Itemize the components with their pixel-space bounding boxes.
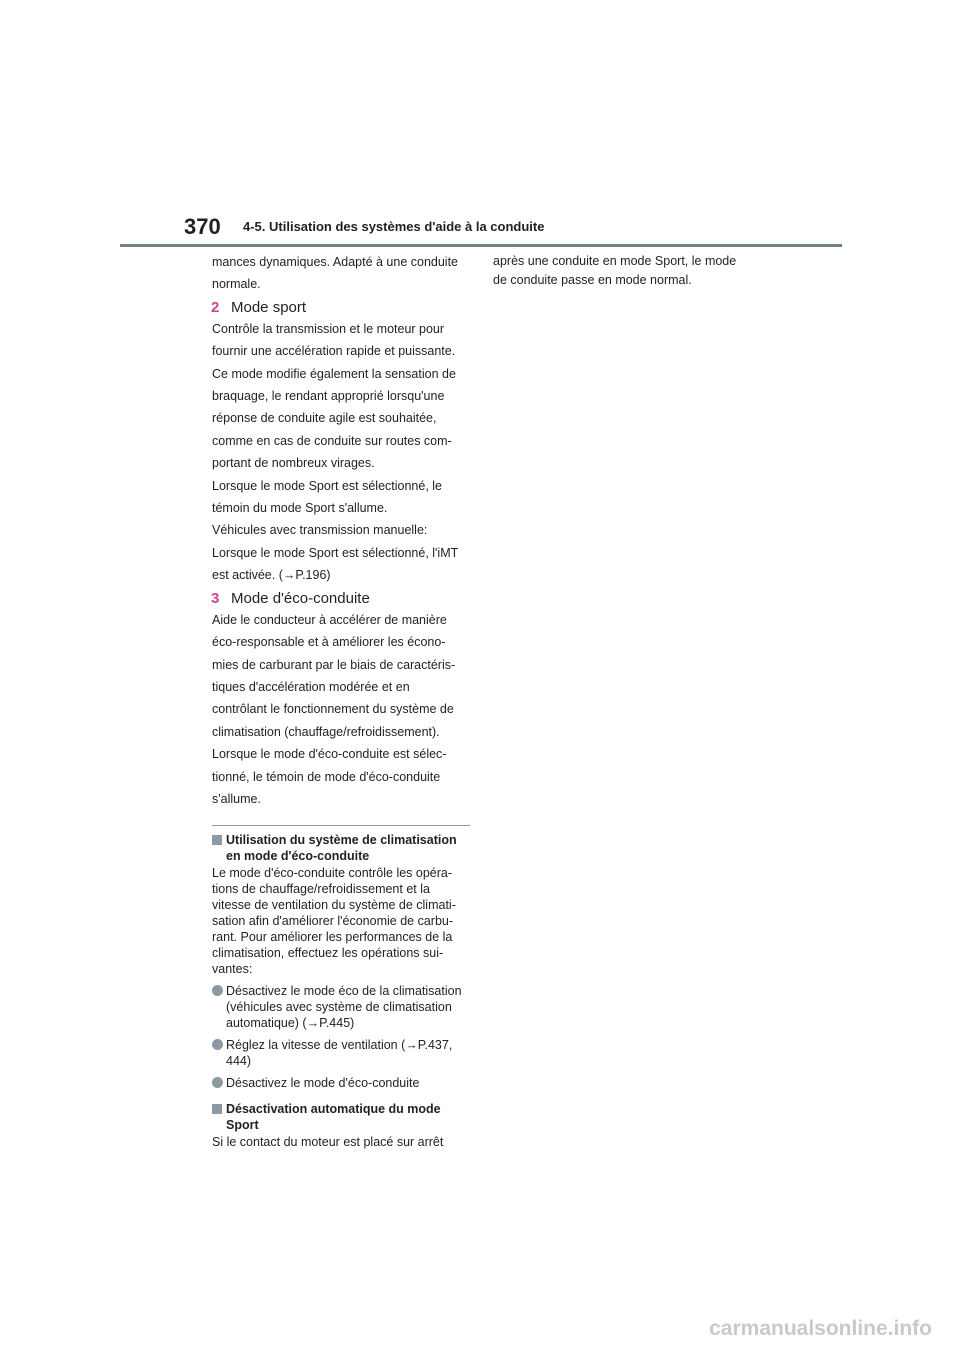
bullet-item — [212, 1075, 470, 1091]
bullet-line: (véhicules avec système de climatisation — [226, 1000, 452, 1015]
right-line: de conduite passe en mode normal. — [493, 273, 692, 287]
sport-line: portant de nombreux virages. — [212, 456, 375, 471]
right-column — [493, 253, 755, 291]
clim-heading — [212, 832, 470, 864]
intro-line-1: mances dynamiques. Adapté à une conduite — [212, 255, 459, 269]
clim-line: vitesse de ventilation du système de climati- — [212, 898, 456, 913]
eco-line: Aide le conducteur à accélérer de manière — [212, 612, 447, 627]
sport-line: Lorsque le mode Sport est sélectionné, le — [212, 478, 442, 493]
square-bullet-icon — [212, 1104, 222, 1114]
bullet-link-line[interactable]: Réglez la vitesse de ventilation (→P.437, — [226, 1038, 453, 1053]
eco-line: mies de carburant par le biais de caractéris- — [212, 657, 456, 672]
section-title: 4-5. Utilisation des systèmes d'aide à la conduite — [243, 219, 545, 234]
header-rule — [120, 244, 842, 247]
eco-line: Lorsque le mode d'éco-conduite est sélec- — [212, 747, 447, 762]
sport-line: Véhicules avec transmission manuelle: — [212, 523, 428, 538]
sport-line: témoin du mode Sport s'allume. — [212, 501, 388, 516]
eco-line: climatisation (chauffage/refroidissement). — [212, 724, 440, 739]
clim-body — [212, 865, 470, 977]
clim-heading-line: en mode d'éco-conduite — [226, 849, 370, 864]
eco-line: tionné, le témoin de mode d'éco-conduite — [212, 769, 441, 784]
bullet-line: Désactivez le mode éco de la climatisation — [226, 984, 462, 999]
eco-line: tiques d'accélération modérée et en — [212, 679, 410, 694]
page-number: 370 — [184, 214, 221, 239]
clim-line: climatisation, effectuez les opérations sui- — [212, 946, 444, 961]
bullet-link-line[interactable]: automatique) (→P.445) — [226, 1016, 355, 1031]
bullet-line: Désactivez le mode d'éco-conduite — [226, 1076, 420, 1091]
bullet-item — [212, 1037, 470, 1069]
sport-line: réponse de conduite agile est souhaitée, — [212, 411, 437, 426]
sport-mode-number: 2 — [211, 298, 220, 316]
auto-line: Si le contact du moteur est placé sur arrêt — [212, 1135, 444, 1150]
eco-line: s'allume. — [212, 791, 261, 806]
eco-line: contrôlant le fonctionnement du système de — [212, 702, 454, 717]
watermark: carmanualsonline.info — [709, 1317, 932, 1340]
clim-heading-line: Utilisation du système de climatisation — [226, 833, 457, 848]
bullet-item — [212, 983, 470, 1031]
clim-line: rant. Pour améliorer les performances de la — [212, 930, 453, 945]
clim-line: tions de chauffage/refroidissement et la — [212, 882, 430, 897]
right-line: après une conduite en mode Sport, le mode — [493, 254, 737, 268]
intro-line-2: normale. — [212, 277, 261, 292]
auto-heading-line: Sport — [226, 1118, 259, 1133]
sport-line: Ce mode modifie également la sensation de — [212, 366, 456, 381]
section-divider — [212, 825, 470, 826]
left-column — [212, 253, 470, 1153]
circle-bullet-icon — [212, 1077, 223, 1088]
eco-mode-number: 3 — [211, 589, 220, 607]
sport-link-line[interactable]: est activée. (→P.196) — [212, 568, 331, 583]
bullet-link-line[interactable]: 444) — [226, 1054, 252, 1069]
eco-mode-heading — [211, 590, 470, 607]
sport-line: fournir une accélération rapide et puissante. — [212, 344, 456, 359]
eco-line: éco-responsable et à améliorer les écono- — [212, 635, 446, 650]
sport-line: comme en cas de conduite sur routes com- — [212, 433, 452, 448]
auto-heading — [212, 1101, 470, 1133]
clim-line: Le mode d'éco-conduite contrôle les opéra- — [212, 866, 453, 881]
circle-bullet-icon — [212, 985, 223, 996]
circle-bullet-icon — [212, 1039, 223, 1050]
sport-mode-heading — [211, 299, 470, 316]
eco-mode-title: Mode d'éco-conduite — [231, 589, 370, 607]
clim-line: vantes: — [212, 962, 253, 977]
square-bullet-icon — [212, 835, 222, 845]
sport-line: braquage, le rendant approprié lorsqu'une — [212, 389, 445, 404]
sport-line: Lorsque le mode Sport est sélectionné, l'iMT — [212, 545, 459, 560]
sport-line: Contrôle la transmission et le moteur pour — [212, 321, 445, 336]
auto-heading-line: Désactivation automatique du mode — [226, 1102, 441, 1117]
sport-mode-title: Mode sport — [231, 298, 307, 316]
clim-line: sation afin d'améliorer l'économie de carbu- — [212, 914, 454, 929]
